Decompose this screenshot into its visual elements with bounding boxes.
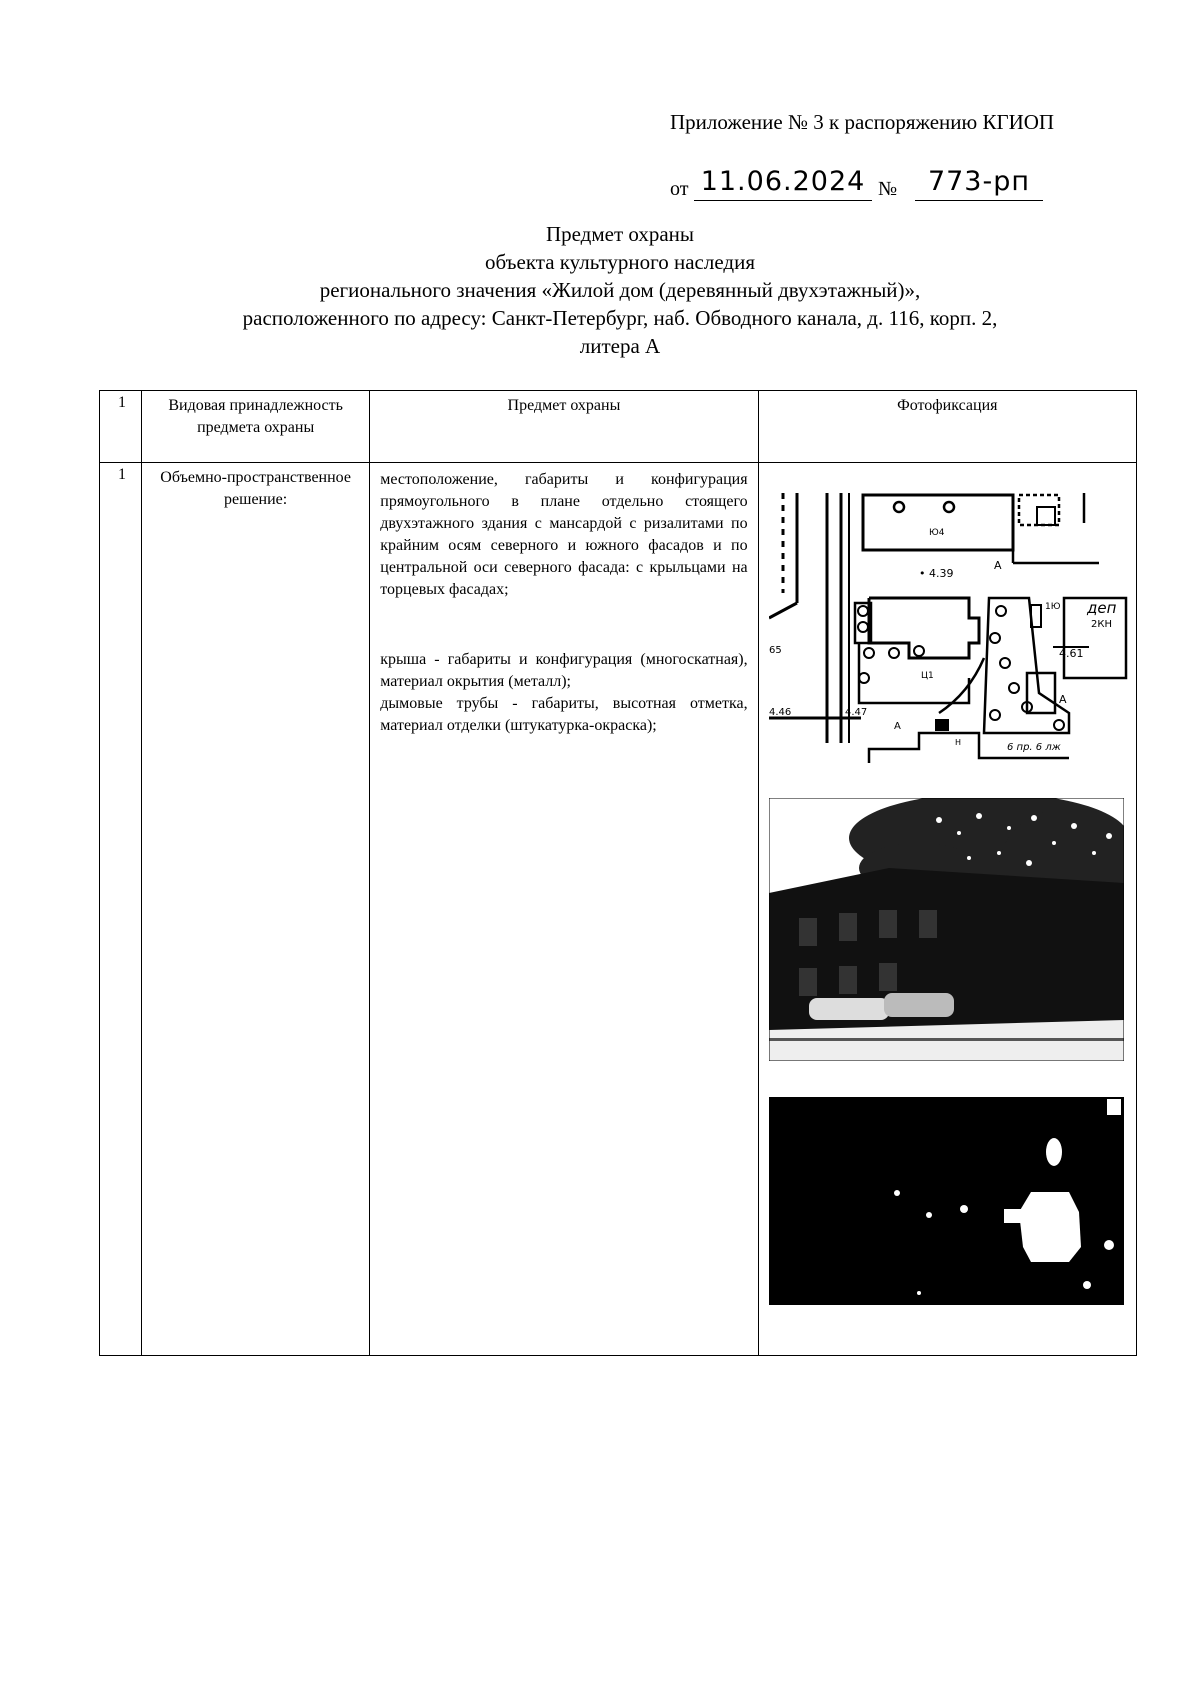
appendix-reference: Приложение № 3 к распоряжению КГИОП	[670, 110, 1055, 134]
plan-label-elev-461: 4.61	[1058, 647, 1084, 660]
site-plan-image	[769, 493, 1129, 763]
plan-label-a1: А	[993, 559, 1002, 572]
table-row	[100, 463, 1137, 1356]
row-photos	[758, 463, 1136, 1356]
title-line-3: регионального значения «Жилой дом (деревянный двухэтажный)»,	[319, 278, 921, 302]
plan-label-a2: А	[1058, 693, 1067, 706]
title-line-4: расположенного по адресу: Санкт-Петербург, наб. Обводного канала, д. 116, корп. 2,	[242, 306, 998, 330]
plan-label-dep: деп	[1086, 599, 1117, 617]
header-number: 1	[100, 391, 142, 463]
plan-label-65: 65	[768, 645, 782, 656]
table-header-row	[100, 391, 1137, 463]
title-line-5: литера А	[579, 334, 661, 358]
protection-table	[99, 390, 1137, 1356]
plan-label-elev-439: • 4.39	[918, 567, 954, 580]
title-line-2: объекта культурного наследия	[485, 250, 755, 274]
subject-item-location: местоположение, габариты и конфигурация прямоугольного в плане отдельно стоящего двухэтажного здания с мансардой с ризалитами по крайним осям северного и южного фасадов и по центральной оси северного фасада: с крыльцами на торцевых фасадах;	[380, 471, 748, 598]
order-line	[670, 162, 1090, 206]
interior-photo-image	[769, 1097, 1124, 1305]
plan-label-elev-447: 4.47	[844, 707, 867, 718]
plan-label-6pr: 6 пр. 6 лж	[1006, 742, 1061, 753]
order-number: 773-рп	[915, 164, 1043, 201]
order-date: 11.06.2024	[694, 164, 872, 201]
plan-label-a3: А	[893, 721, 901, 732]
subject-item-chimneys: дымовые трубы - габариты, высотная отметка, материал отделки (штукатурка-окраска);	[380, 695, 748, 734]
header-subject: Предмет охраны	[370, 391, 758, 463]
plan-label-n: Н	[954, 738, 961, 747]
subject-item-roof: крыша - габариты и конфигурация (многоскатная), материал окрытия (металл);	[380, 651, 748, 690]
street-photo-image	[769, 798, 1124, 1061]
plan-label-2kn: 2КН	[1090, 619, 1112, 630]
plan-label-yu4: Ю4	[928, 528, 945, 538]
document-title	[100, 220, 1140, 360]
header-category: Видовая принадлежность предмета охраны	[142, 391, 370, 463]
row-number: 1	[100, 463, 142, 1356]
order-prefix: от	[670, 178, 689, 200]
header-photo: Фотофиксация	[758, 391, 1136, 463]
order-number-sign: №	[878, 178, 898, 200]
plan-label-ts1: Ц1	[920, 671, 934, 681]
plan-label-1yu: 1Ю	[1044, 602, 1061, 612]
plan-label-elev-446: 4.46	[768, 707, 791, 718]
row-subject	[370, 463, 758, 1356]
title-line-1: Предмет охраны	[545, 222, 695, 246]
row-category: Объемно-пространственное решение:	[142, 463, 370, 1356]
